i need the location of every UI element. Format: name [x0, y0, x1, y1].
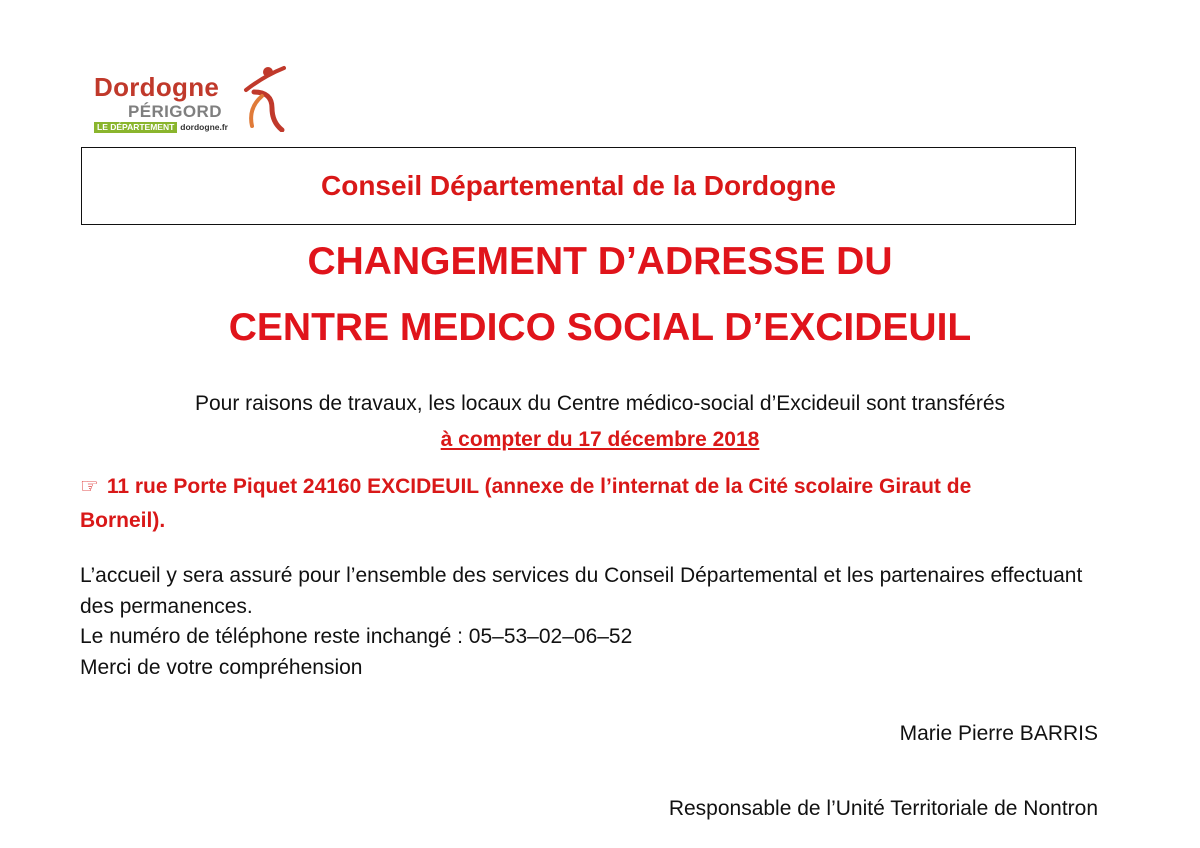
- intro-text: Pour raisons de travaux, les locaux du Centre médico-social d’Excideuil sont transférés: [194, 392, 1006, 415]
- thanks-paragraph: Merci de votre compréhension: [80, 655, 363, 679]
- logo-region: PÉRIGORD: [128, 102, 222, 121]
- title-line-2: CENTRE MEDICO SOCIAL D’EXCIDEUIL: [228, 306, 972, 349]
- organization-name: Conseil Départemental de la Dordogne: [321, 170, 836, 201]
- logo-strip: [94, 122, 244, 133]
- title-line-1: CHANGEMENT D’ADRESSE DU: [307, 240, 893, 283]
- new-address: [80, 470, 1040, 538]
- dordogne-logo: [92, 62, 292, 134]
- dancer-figure-icon: [242, 62, 288, 132]
- logo-site: dordogne.fr: [180, 122, 228, 132]
- logo-name: Dordogne: [94, 72, 220, 102]
- signer-role: Responsable de l’Unité Territoriale de Nontron: [668, 797, 1098, 820]
- pointing-hand-icon: ☞: [80, 475, 99, 498]
- logo-tag: LE DÉPARTEMENT: [94, 122, 177, 133]
- address-text: 11 rue Porte Piquet 24160 EXCIDEUIL (annexe de l’internat de la Cité scolaire Giraut de Borneil).: [80, 475, 972, 532]
- phone-paragraph: Le numéro de téléphone reste inchangé : 05–53–02–06–52: [80, 625, 633, 648]
- signer-name: Marie Pierre BARRIS: [899, 722, 1098, 745]
- effective-date: à compter du 17 décembre 2018: [440, 428, 760, 451]
- organization-header-box: [81, 147, 1076, 225]
- reception-paragraph: L’accueil y sera assuré pour l’ensemble des services du Conseil Départemental et les partenaires effectuant des permanences.: [80, 564, 1083, 618]
- body-text: [80, 561, 1120, 683]
